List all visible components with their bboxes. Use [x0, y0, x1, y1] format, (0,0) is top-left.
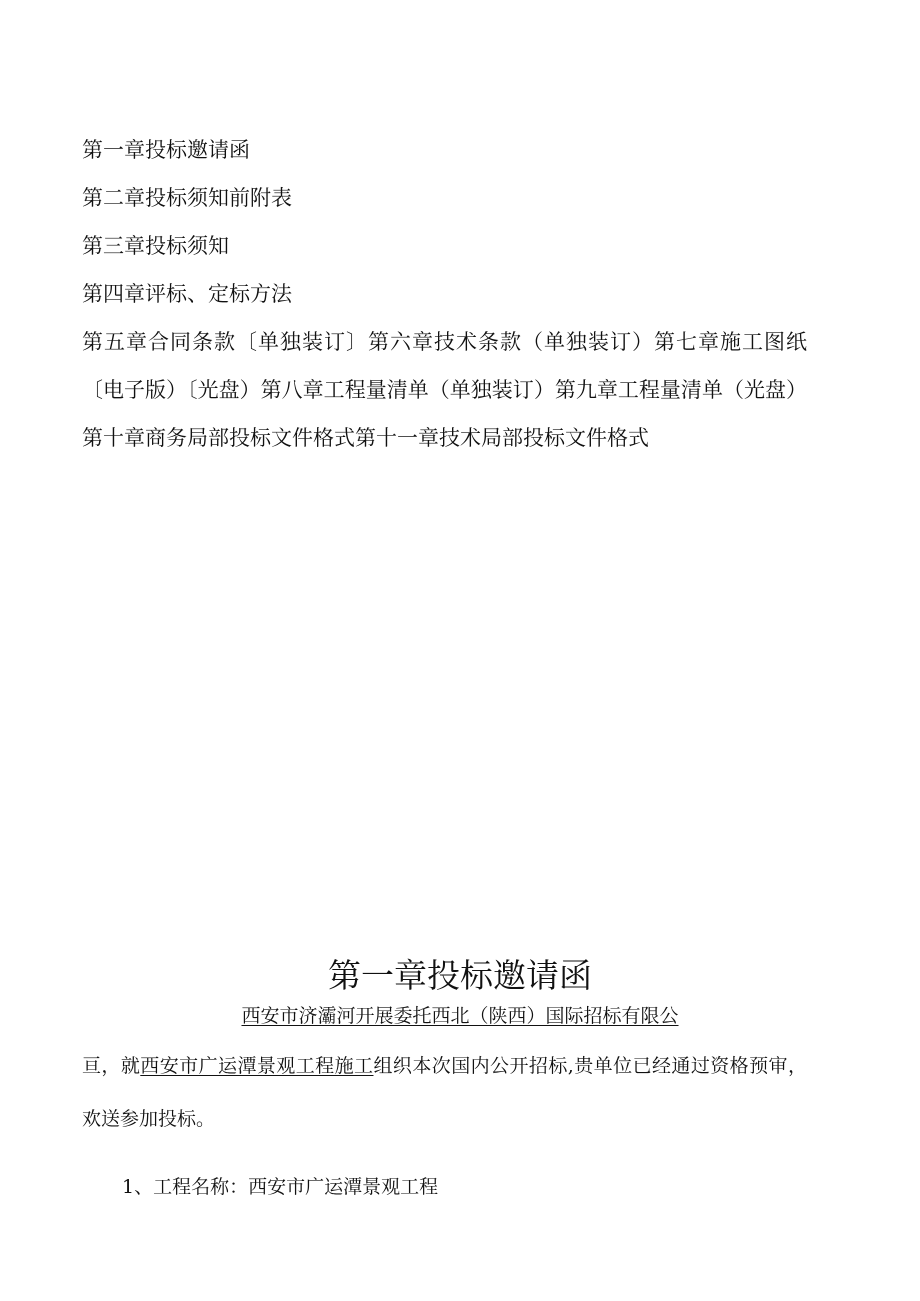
item-value: 西安市广运潭景观工程: [248, 1176, 439, 1198]
agent-name-continued: 亘，就: [82, 1055, 141, 1077]
table-of-contents: [82, 126, 807, 462]
toc-item: 第一章投标邀请函: [82, 138, 250, 162]
invitation-text: 组织本次国内公开招标,贵单位已经通过资格预审，欢送参加投标。: [82, 1055, 807, 1130]
invitation-header-line: [0, 1000, 920, 1032]
toc-paragraph: 第五章合同条款〔单独装订〕第六章技术条款（单独装订）第七章施工图纸〔电子版）〔光盘）第八章工程量清单（单独装订）第九章工程量清单（光盘）第十章商务局部投标文件格式第十一章技术局部投标文件格式: [82, 330, 807, 450]
toc-item: 第二章投标须知前附表: [82, 186, 292, 210]
chapter-title: 第一章投标邀请函: [328, 956, 592, 995]
toc-item: 第四章评标、定标方法: [82, 282, 292, 306]
project-name: 西安市广运潭景观工程施工: [140, 1055, 374, 1077]
project-name-item: [122, 1170, 438, 1204]
tenderer-name: 西安市济灞河开展委托: [241, 1005, 432, 1027]
toc-item: 第三章投标须知: [82, 234, 229, 258]
agent-name: 西北（陕西）国际招标有限公: [431, 1005, 679, 1027]
invitation-body: [82, 1040, 807, 1146]
item-label: 1、工程名称：: [122, 1176, 249, 1198]
